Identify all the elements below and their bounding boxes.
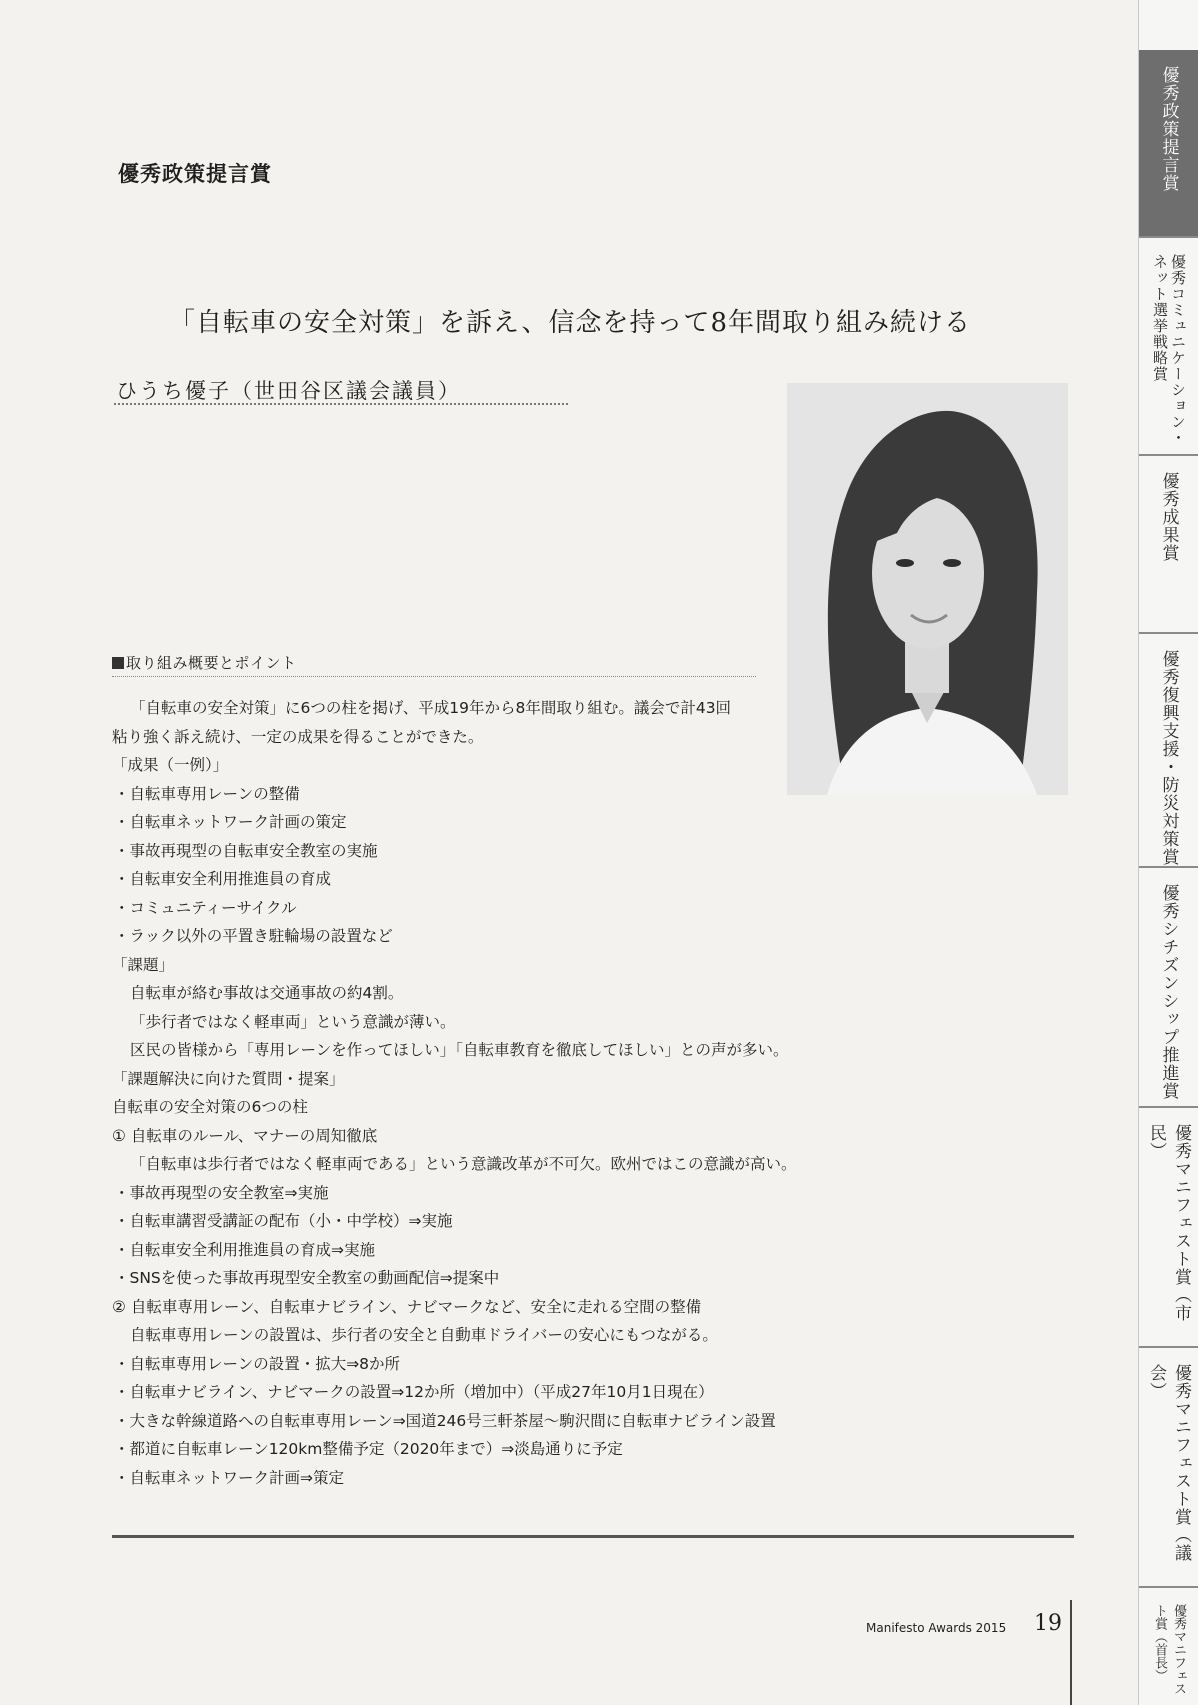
bottom-divider xyxy=(112,1535,1074,1538)
text-line: 「自転車は歩行者ではなく軽車両である」という意識改革が不可欠。欧州ではこの意識が高い。 xyxy=(130,1155,797,1173)
side-tab-manifesto-head[interactable]: 優秀マニフェスト賞（首長） xyxy=(1152,1604,1186,1695)
side-tab-citizenship[interactable]: 優秀シチズンシップ推進賞 xyxy=(1139,868,1198,1108)
list-item: ・大きな幹線道路への自転車専用レーン⇒国道246号三軒茶屋～駒沢間に自転車ナビライン設置 xyxy=(114,1411,776,1430)
list-item: ・自転車ナビライン、ナビマークの設置⇒12か所（増加中）（平成27年10月1日現在） xyxy=(114,1383,714,1401)
side-tab-manifesto-council[interactable]: 優秀マニフェスト賞（議会） xyxy=(1139,1348,1198,1588)
section-index-strip xyxy=(1138,0,1198,1705)
page-number: 19 xyxy=(1034,1611,1062,1636)
text-line: 自転車専用レーンの設置は、歩行者の安全と自動車ドライバーの安心にもつながる。 xyxy=(130,1326,718,1344)
list-item: ・SNSを使った事故再現型安全教室の動画配信⇒提案中 xyxy=(114,1269,500,1287)
author-underline xyxy=(114,403,568,405)
list-item: ・自転車安全利用推進員の育成 xyxy=(114,870,332,888)
list-item: ・自転車講習受講証の配布（小・中学校）⇒実施 xyxy=(114,1212,453,1230)
side-tab-manifesto-citizen[interactable]: 優秀マニフェスト賞（市民） xyxy=(1139,1108,1198,1348)
section-heading: 「課題解決に向けた質問・提案」 xyxy=(112,1069,345,1088)
list-item: ・コミュニティーサイクル xyxy=(114,898,297,917)
list-item: ・自転車専用レーンの設置・拡大⇒8か所 xyxy=(114,1354,401,1373)
award-category: 優秀政策提言賞 xyxy=(118,161,272,186)
side-tab-communication[interactable]: 優秀コミュニケーション・ネット選挙戦略賞 xyxy=(1139,238,1198,456)
magazine-name: Manifesto Awards 2015 xyxy=(866,1621,1007,1635)
author-name: ひうち優子（世田谷区議会議員） xyxy=(116,379,461,403)
pillar-item: ② 自転車専用レーン、自転車ナビライン、ナビマークなど、安全に走れる空間の整備 xyxy=(112,1297,702,1316)
text-line: 区民の皆様から「専用レーンを作ってほしい」「自転車教育を徹底してほしい」との声が多い。 xyxy=(130,1041,789,1059)
list-item: ・事故再現型の自転車安全教室の実施 xyxy=(114,841,378,860)
subheading: 自転車の安全対策の6つの柱 xyxy=(112,1098,308,1116)
side-tab-reconstruction[interactable]: 優秀復興支援・防災対策賞 xyxy=(1139,634,1198,868)
footer-divider xyxy=(1070,1600,1072,1705)
overview-heading: 取り組み概要とポイント xyxy=(112,652,297,673)
overview-underline xyxy=(112,676,756,677)
text-line: 「自転車の安全対策」に6つの柱を掲げ、平成19年から8年間取り組む。議会で計43回 xyxy=(130,699,732,717)
square-bullet-icon xyxy=(112,657,124,669)
list-item: ・自転車ネットワーク計画⇒策定 xyxy=(114,1468,344,1487)
overview-body xyxy=(112,694,872,1492)
text-line: 「歩行者ではなく軽車両」という意識が薄い。 xyxy=(130,1012,456,1031)
list-item: ・事故再現型の安全教室⇒実施 xyxy=(114,1183,329,1202)
side-tab-policy-proposal[interactable]: 優秀政策提言賞 xyxy=(1139,50,1198,238)
list-item: ・自転車ネットワーク計画の策定 xyxy=(114,813,347,831)
list-item: ・ラック以外の平置き駐輪場の設置など xyxy=(114,927,393,945)
pillar-item: ① 自転車のルール、マナーの周知徹底 xyxy=(112,1126,378,1145)
section-heading: 「課題」 xyxy=(112,955,175,974)
text-line: 粘り強く訴え続け、一定の成果を得ることができた。 xyxy=(112,727,484,746)
list-item: ・都道に自転車レーン120km整備予定（2020年まで）⇒淡島通りに予定 xyxy=(114,1440,623,1458)
text-line: 自転車が絡む事故は交通事故の約4割。 xyxy=(130,984,404,1002)
list-item: ・自転車安全利用推進員の育成⇒実施 xyxy=(114,1240,375,1259)
list-item: ・自転車専用レーンの整備 xyxy=(114,784,300,803)
side-tab-results[interactable]: 優秀成果賞 xyxy=(1139,456,1198,634)
article-headline: 「自転車の安全対策」を訴え、信念を持って8年間取り組み続ける xyxy=(168,308,972,338)
section-heading: 「成果（一例）」 xyxy=(112,756,229,774)
